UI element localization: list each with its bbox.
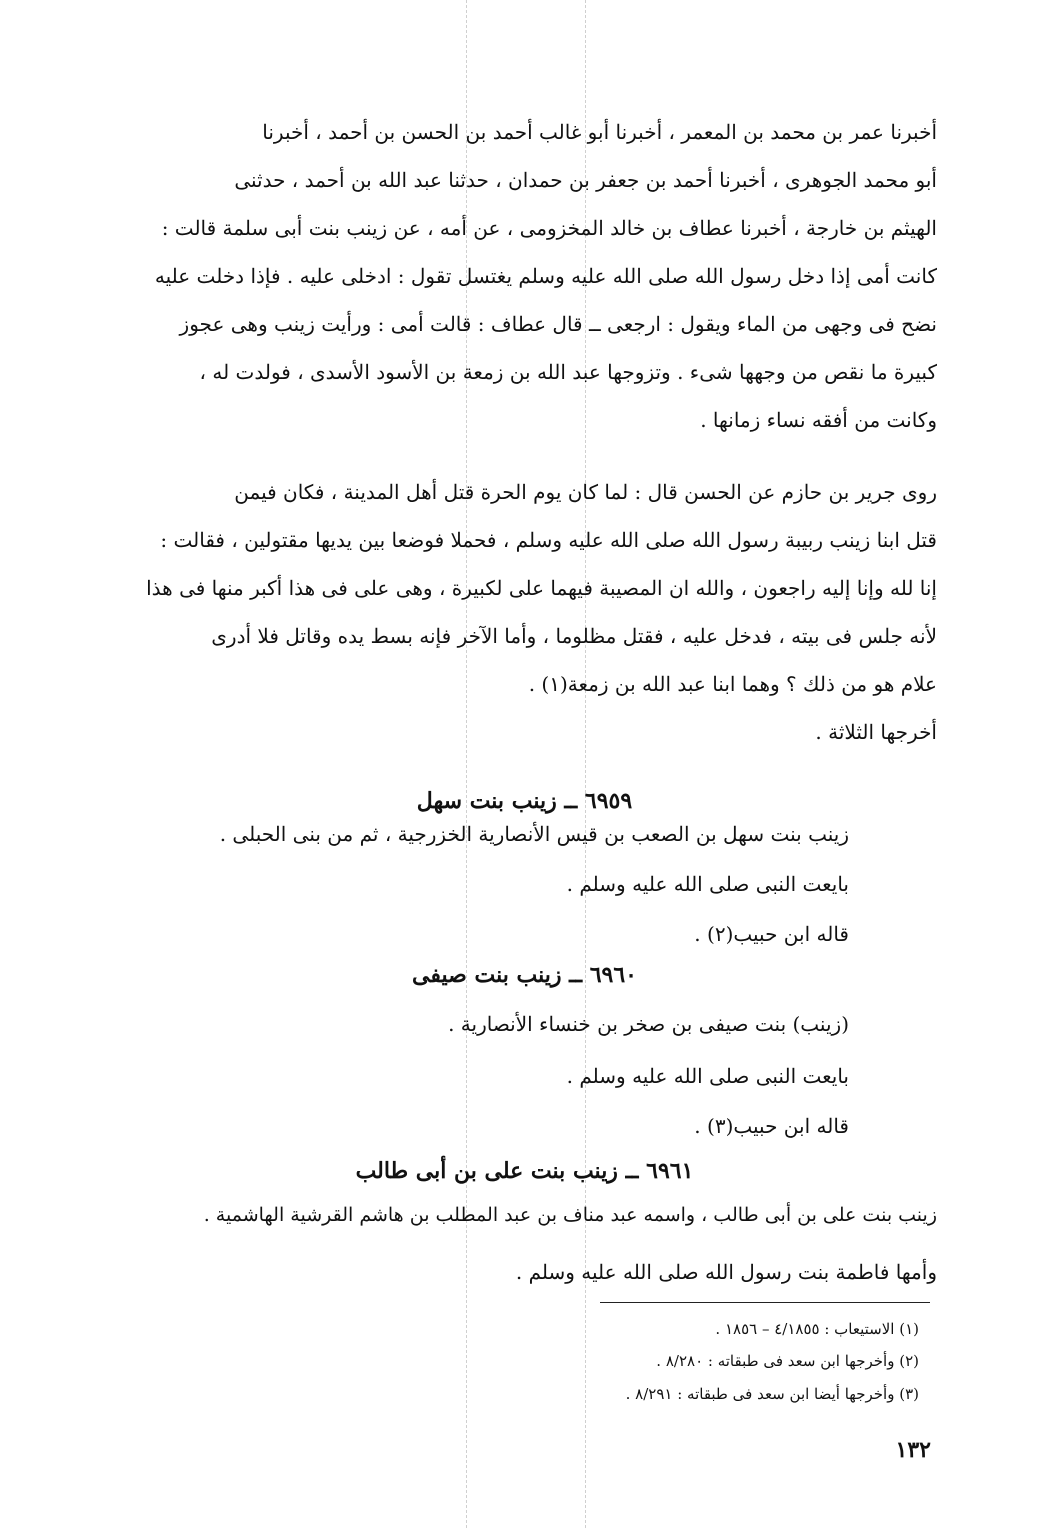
entry-heading: ٦٩٦٠ ــ زينب بنت صيفى [412, 962, 637, 988]
text-line: لأنه جلس فى بيته ، فدخل عليه ، فقتل مظلوما ، وأما الآخر فإنه بسط يده وقاتل فلا أدرى [211, 624, 937, 648]
text-line: بايعت النبى صلى الله عليه وسلم . [566, 1064, 849, 1088]
paragraph-isnad [82, 108, 937, 444]
paragraph-harra [82, 468, 937, 756]
text-line: بايعت النبى صلى الله عليه وسلم . [566, 872, 849, 896]
text-line: وكانت من أفقه نساء زمانها . [700, 408, 937, 432]
text-line: أخبرنا عمر بن محمد بن المعمر ، أخبرنا أبو غالب أحمد بن الحسن بن أحمد ، أخبرنا [262, 120, 937, 144]
text-line: أخرجها الثلاثة . [815, 720, 937, 744]
footnote-separator [600, 1302, 930, 1303]
text-line: علام هو من ذلك ؟ وهما ابنا عبد الله بن زمعة(١) . [528, 672, 937, 696]
text-line: نضح فى وجهى من الماء ويقول : ارجعى ــ قال عطاف : قالت أمى : ورأيت زينب وهى عجوز [179, 312, 937, 336]
text-line: روى جرير بن حازم عن الحسن قال : لما كان يوم الحرة قتل أهل المدينة ، فكان فيمن [234, 480, 937, 504]
text-line: (زينب) بنت صيفى بن صخر بن خنساء الأنصارية . [448, 1012, 849, 1036]
text-line: الهيثم بن خارجة ، أخبرنا عطاف بن خالد المخزومى ، عن أمه ، عن زينب بنت أبى سلمة قالت : [161, 216, 937, 240]
text-line: زينب بنت سهل بن الصعب بن قيس الأنصارية الخزرجية ، ثم من بنى الحبلى . [219, 822, 849, 846]
text-line: أبو محمد الجوهرى ، أخبرنا أحمد بن جعفر بن حمدان ، حدثنا عبد الله بن أحمد ، حدثنى [234, 168, 937, 192]
text-line: قاله ابن حبيب(٣) . [694, 1114, 849, 1138]
text-line: زينب بنت على بن أبى طالب ، واسمه عبد مناف بن عبد المطلب بن هاشم القرشية الهاشمية . [203, 1204, 937, 1226]
text-line: وأمها فاطمة بنت رسول الله صلى الله عليه وسلم . [515, 1260, 937, 1284]
footnote: (١) الاستيعاب : ٤/١٨٥٥ – ١٨٥٦ . [715, 1320, 919, 1338]
page-number: ١٣٢ [895, 1437, 931, 1463]
text-line: كانت أمى إذا دخل رسول الله صلى الله عليه وسلم يغتسل تقول : ادخلى عليه . فإذا دخلت عليه [154, 264, 937, 288]
text-line: قتل ابنا زينب ربيبة رسول الله صلى الله عليه وسلم ، فحملا فوضعا بين يديها مقتولين ، فقالت : [160, 528, 937, 552]
text-line: إنا لله وإنا إليه راجعون ، والله ان المصيبة فيهما على لكبيرة ، وهى على فى هذا أكبر منها فى هذا [146, 576, 937, 600]
footnote: (٣) وأخرجها أيضا ابن سعد فى طبقاته : ٨/٢٩١ . [625, 1385, 919, 1403]
entry-heading: ٦٩٦١ ــ زينب بنت على بن أبى طالب [355, 1158, 694, 1184]
text-line: كبيرة ما نقص من وجهها شىء . وتزوجها عبد الله بن زمعة بن الأسود الأسدى ، فولدت له ، [199, 360, 937, 384]
text-line: قاله ابن حبيب(٢) . [694, 922, 849, 946]
entry-heading: ٦٩٥٩ ــ زينب بنت سهل [416, 788, 633, 814]
footnote: (٢) وأخرجها ابن سعد فى طبقاته : ٨/٢٨٠ . [656, 1352, 919, 1370]
